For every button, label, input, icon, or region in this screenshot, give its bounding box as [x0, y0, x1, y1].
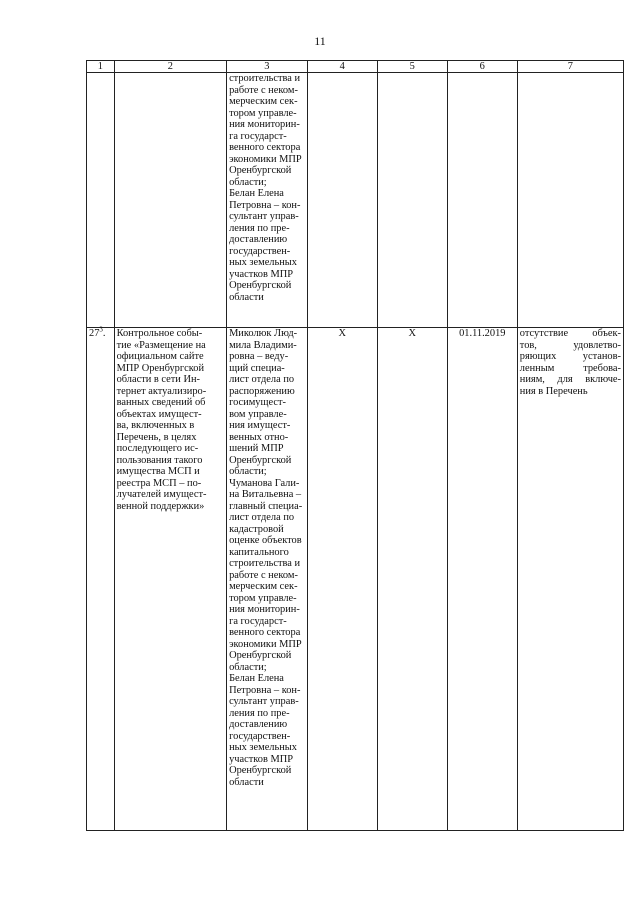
text-line: шений МПР: [229, 443, 284, 454]
text-line: мерческим сек-: [229, 581, 298, 592]
text-line: ления по пре-: [229, 222, 290, 234]
row-number-superscript: 3: [99, 325, 103, 334]
text-line: Оренбургской: [229, 765, 292, 776]
text-line: га государст-: [229, 130, 287, 142]
text-line: Петровна – кон-: [229, 199, 301, 211]
text-line: тернет актуализиро-: [116, 385, 207, 397]
text-line: венного сектора: [229, 142, 301, 153]
text-line: строительства и: [229, 558, 301, 569]
column-number-7: 7: [517, 61, 623, 73]
text-line: лист отдела по: [229, 512, 295, 523]
cell-col4: [307, 73, 377, 328]
text-line: тором управле-: [229, 107, 297, 119]
text-line: имущества МСП и: [116, 466, 200, 477]
text-line: Оренбургской: [229, 650, 292, 661]
text-line: доставлению: [229, 719, 288, 730]
text-line: тие «Размещение на: [116, 339, 206, 351]
text-line: венной поддержки»: [116, 500, 205, 512]
text-line: государствен-: [229, 730, 291, 742]
text-line: сультант управ-: [229, 696, 299, 707]
cell-number: [87, 325, 115, 831]
text-line: оценке объектов: [229, 535, 302, 546]
text-line: области: [229, 291, 264, 303]
text-line: ных земельных: [229, 257, 297, 268]
text-line: венного сектора: [229, 627, 301, 638]
table-row-continuation: [87, 73, 624, 328]
cell-col7: [517, 73, 623, 328]
text-line: мерческим сек-: [229, 96, 298, 107]
text-line: госимущест-: [229, 397, 286, 408]
text-line: га государст-: [229, 615, 287, 627]
cell-col6: [447, 73, 517, 328]
text-line: ления по пре-: [229, 707, 290, 719]
column-number-row: [87, 61, 624, 73]
text-line: Оренбургской: [229, 165, 292, 176]
text-line: Перечень, в целях: [116, 431, 197, 443]
cell-col4: Х: [307, 328, 377, 831]
text-line: ния в Перечень: [519, 385, 588, 397]
text-line: тов, удовлетво-: [519, 339, 621, 351]
text-line: Контрольное собы-: [116, 328, 203, 339]
text-line: объектах имущест-: [116, 408, 202, 420]
text-line: ниям, для включе-: [519, 374, 621, 385]
cell-responsible: [227, 73, 308, 328]
cell-event: [114, 73, 226, 328]
text-line: строительства и: [229, 73, 301, 84]
text-line: отсутствие объек-: [519, 328, 621, 339]
cell-result: [517, 328, 623, 831]
text-line: ния мониторин-: [229, 119, 300, 130]
text-line: капитального: [229, 546, 289, 558]
text-line: реестра МСП – по-: [116, 477, 202, 489]
text-line: Чуманова Гали-: [229, 477, 300, 489]
cell-number: [87, 73, 115, 328]
text-line: сультант управ-: [229, 211, 299, 222]
cell-col5: Х: [377, 328, 447, 831]
result-lines: [520, 328, 621, 397]
text-line: Оренбургской: [229, 280, 292, 291]
responsible-lines: [229, 73, 305, 303]
text-line: Миколюк Люд-: [229, 328, 298, 339]
column-number-4: 4: [307, 61, 377, 73]
column-number-3: 3: [227, 61, 308, 73]
cell-responsible: [227, 328, 308, 831]
text-line: последующего ис-: [116, 443, 199, 454]
text-line: ния мониторин-: [229, 604, 300, 615]
column-number-1: 1: [87, 61, 115, 73]
text-line: ленным требова-: [519, 362, 621, 374]
table-row-27: [87, 328, 624, 831]
text-line: пользования такого: [116, 454, 203, 466]
text-line: главный специа-: [229, 500, 303, 512]
text-line: ванных сведений об: [116, 397, 206, 408]
text-line: венных отно-: [229, 431, 289, 443]
text-line: Петровна – кон-: [229, 684, 301, 696]
text-line: участков МПР: [229, 268, 293, 280]
text-line: на Витальевна –: [229, 489, 302, 500]
text-line: области;: [229, 466, 267, 477]
text-line: кадастровой: [229, 523, 284, 535]
page-number: 11: [314, 34, 326, 48]
text-line: лучателей имущест-: [116, 489, 207, 500]
text-line: области;: [229, 661, 267, 673]
text-line: доставлению: [229, 234, 288, 245]
text-line: лист отдела по: [229, 374, 295, 385]
event-lines: [117, 328, 224, 512]
text-line: ния имущест-: [229, 420, 291, 431]
plan-table: [86, 60, 624, 831]
text-line: ровна – веду-: [229, 351, 289, 362]
text-line: щий специа-: [229, 362, 285, 374]
text-line: области;: [229, 176, 267, 188]
text-line: участков МПР: [229, 753, 293, 765]
column-number-5: 5: [377, 61, 447, 73]
row-number: 27: [89, 328, 100, 339]
text-line: Оренбургской: [229, 454, 292, 466]
cell-col5: [377, 73, 447, 328]
row-number-suffix: .: [102, 328, 106, 339]
text-line: ва, включенных в: [116, 420, 195, 431]
text-line: Белан Елена: [229, 188, 284, 199]
cell-event: [114, 328, 226, 831]
text-line: экономики МПР: [229, 153, 302, 165]
text-line: государствен-: [229, 245, 291, 257]
text-line: ряющих установ-: [519, 351, 621, 362]
text-line: области: [229, 776, 264, 788]
column-number-6: 6: [447, 61, 517, 73]
text-line: экономики МПР: [229, 638, 302, 650]
text-line: Белан Елена: [229, 673, 284, 684]
cell-date: 01.11.2019: [447, 328, 517, 831]
text-line: распоряжению: [229, 385, 295, 397]
text-line: тором управле-: [229, 592, 297, 604]
responsible-lines: [229, 328, 305, 788]
text-line: работе с неком-: [229, 84, 298, 96]
text-line: ных земельных: [229, 742, 297, 753]
text-line: вом управле-: [229, 408, 287, 420]
text-line: мила Владими-: [229, 339, 297, 351]
text-line: МПР Оренбургской: [116, 362, 204, 374]
column-number-2: 2: [114, 61, 226, 73]
text-line: официальном сайте: [116, 351, 204, 362]
text-line: области в сети Ин-: [116, 374, 200, 385]
text-line: работе с неком-: [229, 569, 298, 581]
